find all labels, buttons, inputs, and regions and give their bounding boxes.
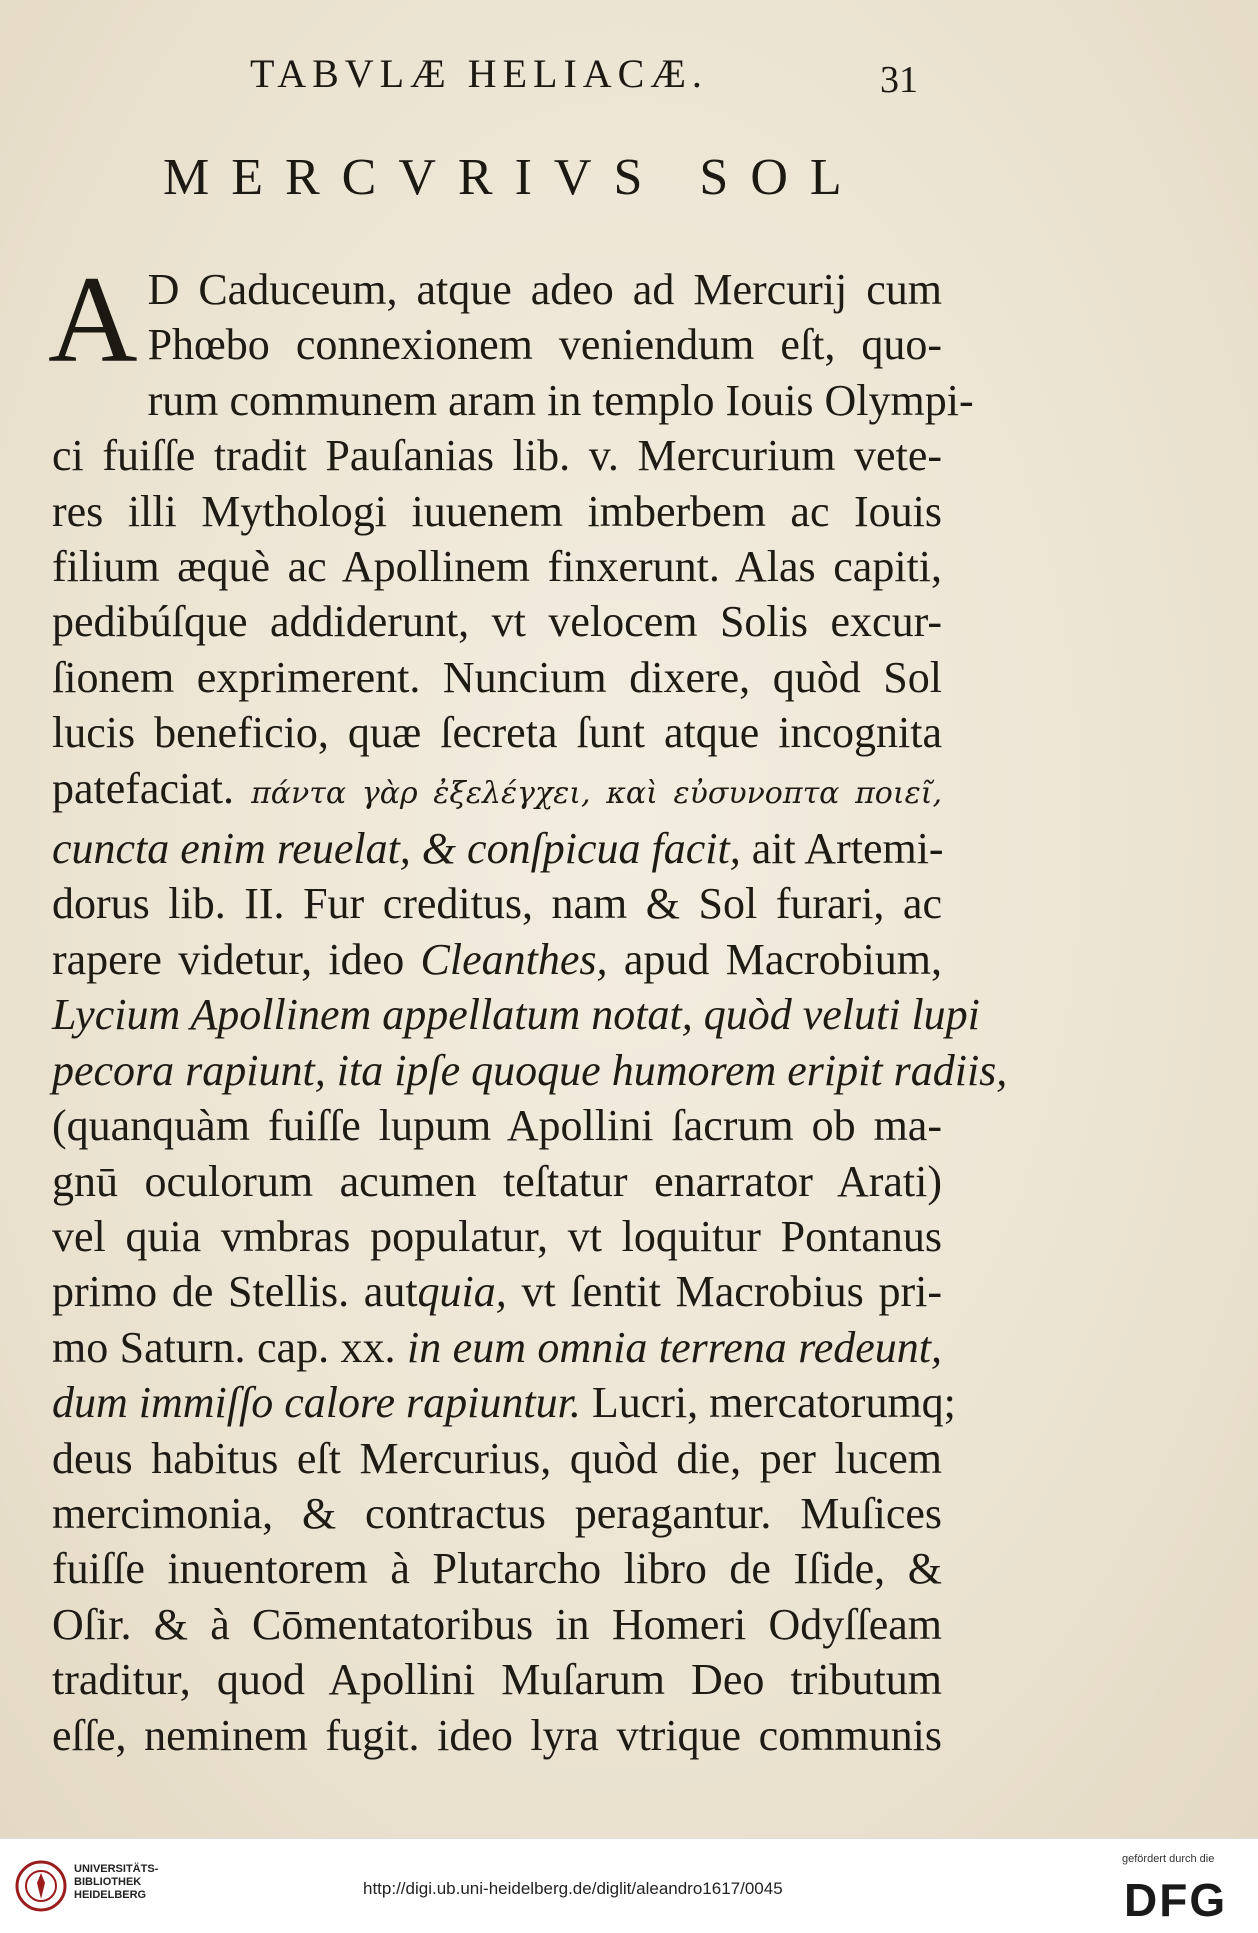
text-line: filium æquè ac Apollinem finxerunt. Alas capiti,: [52, 542, 942, 592]
text-line: pedibúſque addiderunt, vt velocem Solis excur-: [52, 597, 942, 647]
text-line: [52, 1264, 942, 1319]
text-line: ſionem exprimerent. Nuncium dixere, quòd Sol: [52, 652, 942, 702]
italic-run: quia,: [417, 1267, 507, 1317]
text-line: deus habitus eſt Mercurius, quòd die, per lucem: [52, 1433, 942, 1483]
text-line: rum communem aram in templo Iouis Olympi-: [147, 375, 974, 425]
text-line: ci fuiſſe tradit Pauſanias lib. v. Mercurium vete-: [52, 431, 942, 481]
text-line: [52, 761, 942, 821]
section-title-text: MERCVRIVS SOL: [163, 149, 864, 206]
text-line: [52, 1375, 956, 1430]
text-line: pecora rapiunt, ita ipſe quoque humorem eripit radiis,: [52, 1045, 1008, 1095]
dfg-logo: DFG: [1124, 1874, 1228, 1926]
text-line: dorus lib. II. Fur creditus, nam & Sol furari, ac: [52, 879, 942, 929]
text-line: mercimonia, & contractus peragantur. Muſices: [52, 1488, 942, 1538]
institution-line: UNIVERSITÄTS-: [74, 1863, 159, 1875]
running-head: [0, 42, 1258, 102]
text-run: primo de Stellis. aut: [52, 1267, 418, 1317]
text-line: Oſir. & à Cōmentatoribus in Homeri Odyſſeam: [52, 1599, 942, 1649]
university-seal-icon: [14, 1859, 68, 1913]
text-run: mo Saturn. cap. xx.: [52, 1322, 396, 1372]
text-line: traditur, quod Apollini Muſarum Deo tributum: [52, 1655, 942, 1705]
text-run: ait Artemi-: [751, 824, 944, 874]
permalink-url-text[interactable]: http://digi.ub.uni-heidelberg.de/diglit/aleandro1617/0045: [363, 1879, 783, 1898]
institution-line: BIBLIOTHEK: [74, 1876, 142, 1888]
text-line: Phœbo connexionem veniendum eſt, quo-: [147, 320, 942, 370]
greek-quote: πάντα γὰρ ἐξελέγχει, καὶ εὐσυνοπτα ποιεῖ,: [251, 775, 943, 811]
italic-run: in eum omnia terrena redeunt,: [406, 1322, 942, 1372]
text-line: Lycium Apollinem appellatum notat, quòd veluti lupi: [52, 990, 980, 1040]
body-text: [48, 251, 1008, 1763]
text-line: gnū oculorum acumen teſtatur enarrator Arati): [52, 1156, 942, 1206]
text-line: [52, 821, 942, 876]
text-line: vel quia vmbras populatur, vt loquitur Pontanus: [52, 1211, 942, 1261]
text-line: fuiſſe inuentorem à Plutarcho libro de Iſide, &: [52, 1544, 942, 1594]
text-line: res illi Mythologi iuuenem imberbem ac Iouis: [52, 486, 942, 536]
text-run: apud Macrobium,: [623, 934, 943, 984]
text-line: (quanquàm fuiſſe lupum Apollini ſacrum ob ma-: [52, 1101, 942, 1151]
text-line: D Caduceum, atque adeo ad Mercurij cum: [147, 265, 942, 314]
text-line: eſſe, neminem fugit. ideo lyra vtrique communis: [52, 1710, 942, 1760]
text-run: Lucri, mercatorumq;: [591, 1378, 956, 1428]
running-head-title: TABVLÆ HELIACÆ.: [250, 51, 708, 96]
italic-run: Cleanthes,: [420, 934, 608, 984]
italic-run: cuncta enim reuelat, & conſpicua facit,: [52, 824, 741, 874]
drop-initial: A: [48, 251, 138, 388]
text-run: vt ſentit Macrobius pri-: [521, 1267, 942, 1317]
viewer-footer: [0, 1838, 1258, 1933]
text-line: [52, 1320, 942, 1375]
institution-name: [74, 1863, 158, 1902]
page-number: 31: [880, 59, 918, 101]
text-run: patefaciat.: [52, 763, 234, 813]
italic-run: dum immiſſo calore rapiuntur.: [52, 1378, 581, 1428]
text-line: [52, 932, 942, 987]
text-run: rapere videtur, ideo: [52, 934, 405, 984]
institution-line: HEIDELBERG: [74, 1889, 147, 1901]
sponsor-caption: gefördert durch die: [1122, 1853, 1215, 1865]
text-line: lucis beneficio, quæ ſecreta ſunt atque incognita: [52, 708, 942, 758]
